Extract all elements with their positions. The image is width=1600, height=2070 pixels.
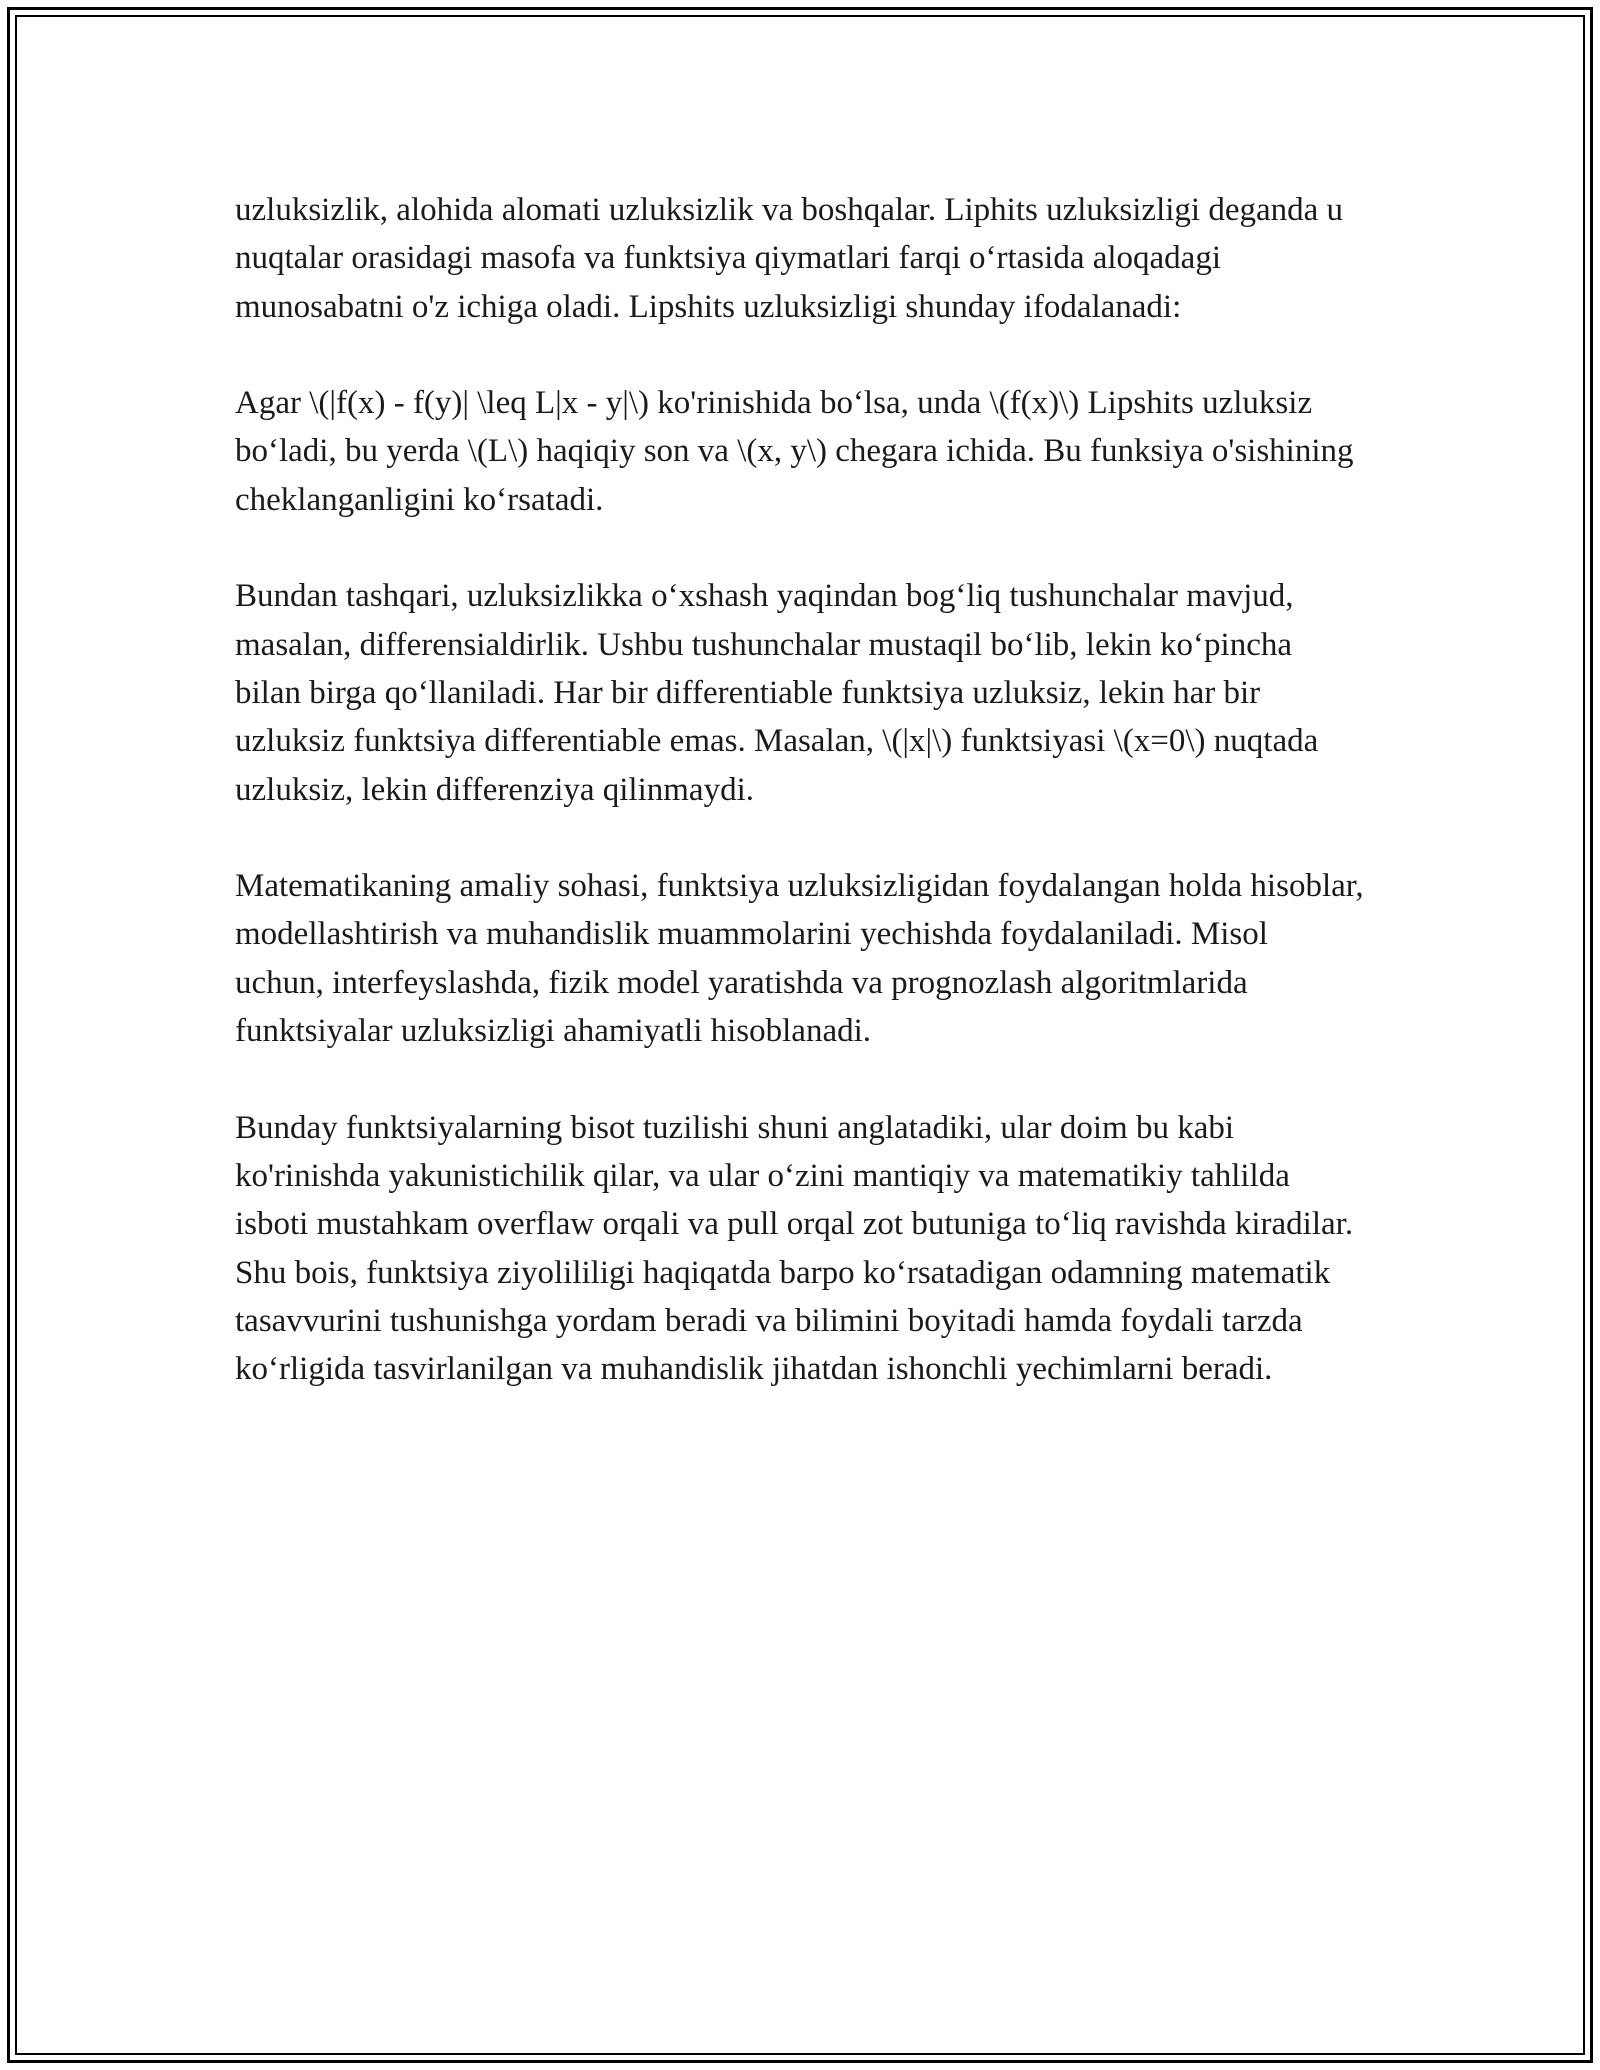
document-body bbox=[235, 186, 1365, 1442]
paragraph-lipschitz-definition: Agar \(|f(x) - f(y)| \leq L|x - y|\) ko'rinishida bo‘lsa, unda \(f(x)\) Lipshits uzluksiz bo‘ladi, bu yerda \(L\) haqiqiy son va \(x, y\) chegara ichida. Bu funksiya o'sishining cheklanganligini ko‘rsatadi. bbox=[235, 385, 1354, 518]
paragraph-applications: Matematikaning amaliy sohasi, funktsiya uzluksizligidan foydalangan holda hisoblar, modellashtirish va muhandislik muammolarini yechishda foydalaniladi. Misol uchun, interfeyslashda, fizik model yaratishda va prognozlash algoritmlarida funktsiyalar uzluksizligi ahamiyatli hisoblanadi. bbox=[235, 868, 1364, 1050]
paragraph-conclusion: Bunday funktsiyalarning bisot tuzilishi shuni anglatadiki, ular doim bu kabi ko'rinishda yakunistichilik qilar, va ular o‘zini mantiqiy va matematikiy tahlilda isboti mustahkam overflaw orqali va pull orqal zot butuniga to‘liq ravishda kiradilar. Shu bois, funktsiya ziyolililigi haqiqatda barpo ko‘rsatadigan odamning matematik tasavvurini tushunishga yordam beradi va bilimini boyitadi hamda foydali tarzda ko‘rligida tasvirlanilgan va muhandislik jihatdan ishonchli yechimlarni beradi. bbox=[235, 1109, 1354, 1388]
paragraph-differentiability: Bundan tashqari, uzluksizlikka o‘xshash yaqindan bog‘liq tushunchalar mavjud, masalan, differensialdirlik. Ushbu tushunchalar mustaqil bo‘lib, lekin ko‘pincha bilan birga qo‘llaniladi. Har bir differentiable funktsiya uzluksiz, lekin har bir uzluksiz funktsiya differentiable emas. Masalan, \(|x|\) funktsiyasi \(x=0\) nuqtada uzluksiz, lekin differenziya qilinmaydi. bbox=[235, 578, 1319, 808]
paragraph-lipschitz-intro: uzluksizlik, alohida alomati uzluksizlik va boshqalar. Liphits uzluksizligi deganda u nuqtalar orasidagi masofa va funktsiya qiymatlari farqi o‘rtasida aloqadagi munosabatni o'z ichiga oladi. Lipshits uzluksizligi shunday ifodalanadi: bbox=[235, 192, 1344, 325]
